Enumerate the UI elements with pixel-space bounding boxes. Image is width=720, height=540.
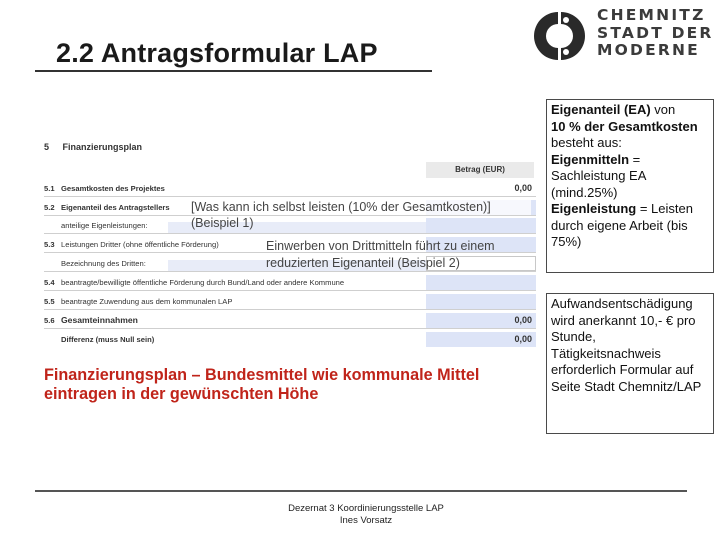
info-text: besteht aus: — [551, 135, 622, 150]
title-underline — [35, 70, 432, 72]
logo-line-1: CHEMNITZ — [597, 6, 706, 24]
info-box-aufwandsentschaedigung: Aufwandsentschädigung wird anerkannt 10,- € pro Stunde, Tätigkeitsnachweis erforderlich Formular auf Seite Stadt Chemnitz/LAP — [546, 293, 714, 434]
row-label: Leistungen Dritter (ohne öffentliche Förderung) — [61, 240, 219, 249]
row-number: 5.1 — [44, 184, 55, 193]
form-section-number: 5 — [44, 142, 50, 152]
row-number: 5.5 — [44, 297, 55, 306]
row-number: 5.4 — [44, 278, 55, 287]
form-annotation-eigenanteil — [191, 199, 531, 231]
info-text-bold: 10 % der Gesamtkosten — [551, 118, 698, 134]
footer-rule — [35, 490, 687, 492]
info-text: = Leisten durch eigene Arbeit (bis 75%) — [551, 201, 693, 249]
annotation-line-1: Einwerben von Drittmitteln führt zu einem — [266, 239, 495, 253]
form-row-differenz — [44, 332, 536, 347]
form-annotation-drittmittel — [266, 238, 526, 272]
info-text: von — [650, 102, 676, 117]
row-number: 5.2 — [44, 203, 55, 212]
form-section-title: Finanzierungsplan — [62, 142, 143, 152]
row-value: 0,00 — [514, 183, 532, 193]
row-label: Bezeichnung des Dritten: — [61, 259, 146, 268]
annotation-line-2: (Beispiel 1) — [191, 216, 254, 230]
info-text-bold: Eigenleistung — [551, 201, 637, 216]
row-label: anteilige Eigenleistungen: — [61, 221, 148, 230]
row-label: Differenz (muss Null sein) — [61, 335, 155, 344]
row-value: 0,00 — [514, 315, 532, 325]
row-value: 0,00 — [514, 334, 532, 344]
row-label: Gesamteinnahmen — [61, 315, 138, 325]
row-number: 5.3 — [44, 240, 55, 249]
footer-line-2: Ines Vorsatz — [339, 515, 393, 526]
annotation-line-2: reduzierten Eigenanteil (Beispiel 2) — [266, 256, 460, 270]
form-row-5-1 — [44, 181, 536, 197]
row-number: 5.6 — [44, 316, 55, 325]
slide-title: 2.2 Antragsformular LAP — [56, 38, 378, 68]
row-label: beantragte Zuwendung aus dem kommunalen LAP — [61, 297, 233, 306]
amount-column-header: Betrag (EUR) — [426, 162, 534, 178]
form-row-5-5 — [44, 294, 536, 310]
red-instruction-note: Finanzierungsplan – Bundesmittel wie kommunale Mittel eintragen in der gewünschten Höhe — [44, 366, 480, 403]
info-box-eigenanteil — [546, 99, 714, 273]
form-row-5-4 — [44, 275, 536, 291]
footer — [200, 503, 532, 527]
annotation-line-1: [Was kann ich selbst leisten (10% der Gesamtkosten)] — [191, 199, 531, 215]
row-label: Gesamtkosten des Projektes — [61, 184, 165, 193]
form-row-5-6 — [44, 313, 536, 329]
footer-line-1: Dezernat 3 Koordinierungsstelle LAP — [288, 503, 444, 514]
info-text-bold: Eigenmitteln — [551, 151, 630, 167]
chemnitz-logo-icon — [528, 8, 590, 64]
row-label: Eigenanteil des Antragstellers — [61, 203, 170, 212]
logo-line-2: STADT DER — [597, 23, 714, 42]
logo-wordmark — [597, 7, 714, 60]
info-text-bold: Eigenanteil (EA) — [551, 102, 651, 117]
form-section-heading — [44, 142, 142, 152]
logo-line-3: MODERNE — [597, 41, 700, 59]
info-text: = Sachleistung EA (mind.25%) — [551, 151, 646, 200]
row-label: beantragte/bewilligte öffentliche Förderung durch Bund/Land oder andere Kommune — [61, 278, 345, 287]
